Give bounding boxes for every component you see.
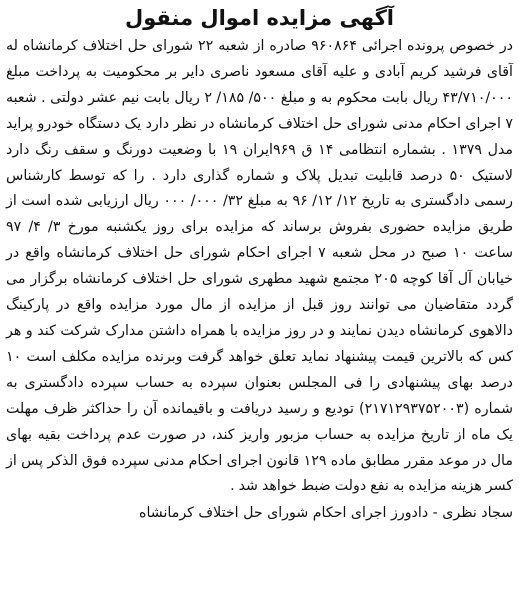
notice-signature: سجاد نظری - دادورز اجرای احکام شورای حل اختلاف کرمانشاه [139, 505, 513, 522]
notice-title: آگهی مزایده اموال منقول [125, 6, 394, 30]
auction-notice [6, 0, 513, 612]
notice-body: در خصوص پرونده اجرائی ۹۶۰۸۶۴ صادره از شعبه ۲۲ شورای حل اختلاف کرمانشاه له آقای فرشید کریم آبادی و علیه آقای مسعود ناصری دایر بر محکومیت به پرداخت مبلغ ۴۳/۷۱۰/۰۰۰ ریال بابت محکوم به و مبلغ ۵۰۰/ ۱۸۵/ ۲ ریال بابت نیم عشر دولتی . شعبه ۷ اجرای احکام مدنی شورای حل اختلاف کرمانشاه در نظر دارد یک دستگاه خودرو پراید مدل ۱۳۷۹ . بشماره انتظامی ۱۴ ق ۹۶۹ایران ۱۹ با وضعیت دورنگ و سقف رنگ دارد لاستیک ۵۰ درصد قابلیت تبدیل پلاک و شماره گذاری دارد . را که توسط کارشناس رسمی دادگستری به تاریخ ۱۲/ ۱۲/ ۹۶ به مبلغ ۳۲/ ۰۰۰/ ۰۰۰ ریال ارزیابی شده است از طریق مزایده حضوری بفروش برساند که مزایده برای روز یکشنبه مورخ ۳/ ۴/ ۹۷ ساعت ۱۰ صبح در محل شعبه ۷ اجرای احکام شورای حل اختلاف کرمانشاه واقع در خیابان آل آقا کوچه ۲۰۵ مجتمع شهید مطهری شورای حل اختلاف کرمانشاه برگزار می گردد متقاضیان می توانند روز قبل از مزایده از مال مورد مزایده واقع در پارکینگ دالاهوی کرمانشاه دیدن نمایند و در روز مزایده با همراه داشتن مدارک شرکت کند و هر کس که بالاترین قیمت پیشنهاد نماید تعلق خواهد گرفت وبرنده مزایده مکلف است ۱۰ درصد بهای پیشنهادی را فی المجلس بعنوان سپرده به حساب سپرده دادگستری به شماره (۲۱۷۱۲۹۳۷۵۲۰۰۳) توديع و رسید دریافت و باقیمانده آن را حداکثر ظرف مهلت یک ماه از تاریخ مزایده به حساب مزبور واریز کند، در صورت عدم پرداخت بقیه بهای مال در موعد مقرر مطابق ماده ۱۲۹ قانون اجرای احکام مدنی سپرده فوق الذکر پس از کسر هزینه مزایده به نفع دولت ضبط خواهد شد . [6, 38, 514, 495]
